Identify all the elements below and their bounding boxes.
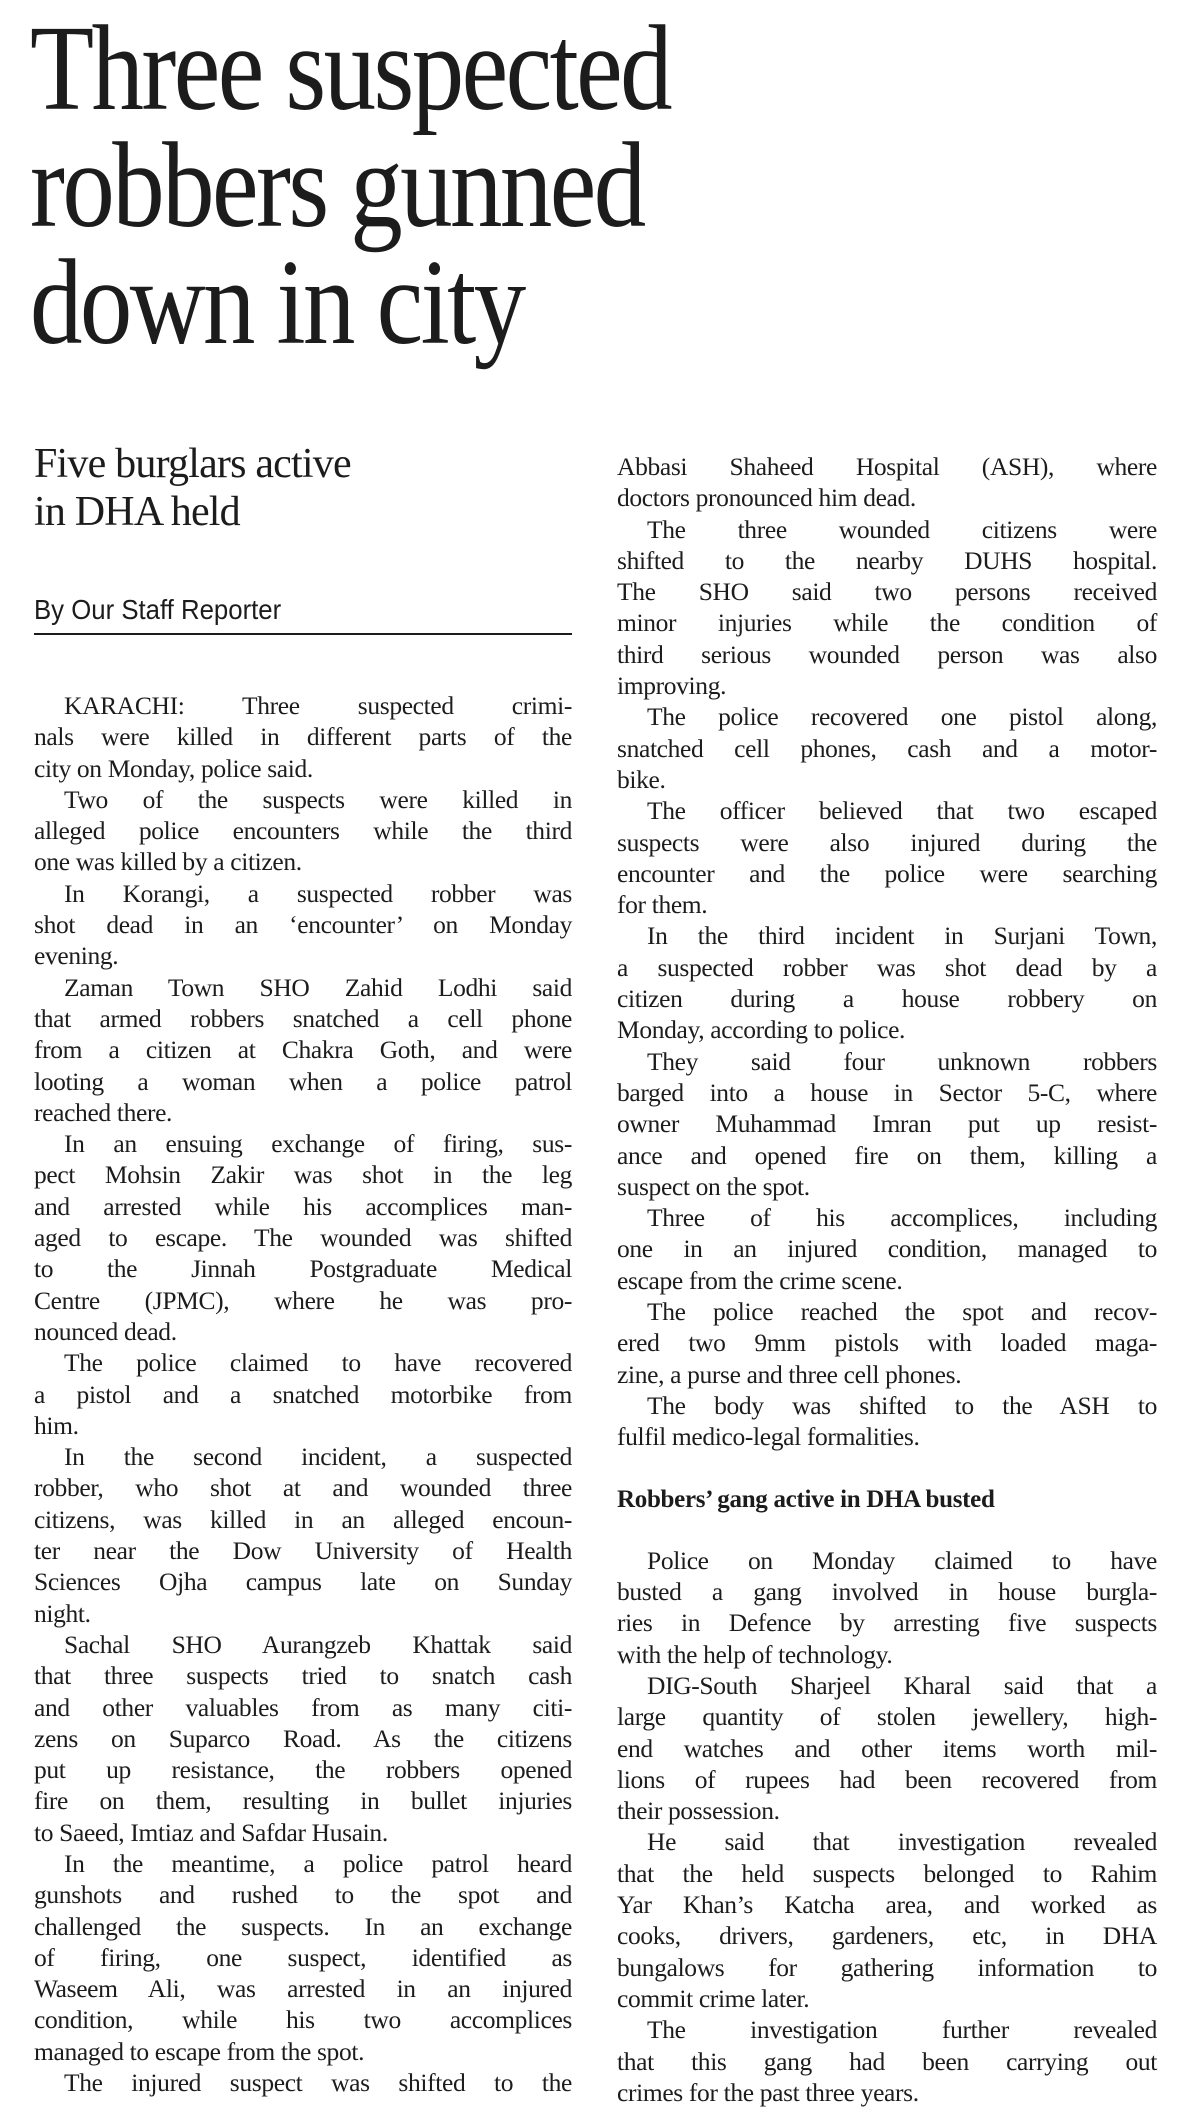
text-line: ries in Defence by arresting five suspects bbox=[617, 1608, 1157, 1638]
text-line: shot dead in an ‘encounter’ on Monday bbox=[34, 910, 572, 940]
text-line: nounced dead. bbox=[34, 1316, 177, 1346]
text-line: bike. bbox=[617, 764, 666, 794]
text-line: gunshots and rushed to the spot and bbox=[34, 1880, 572, 1910]
paragraph bbox=[34, 784, 572, 878]
text-line: They said four unknown robbers bbox=[647, 1046, 1157, 1076]
subheadline-line: in DHA held bbox=[34, 489, 240, 535]
paragraph bbox=[34, 690, 572, 784]
text-line: to the Jinnah Postgraduate Medical bbox=[34, 1254, 572, 1284]
paragraph bbox=[34, 972, 572, 1128]
text-line: In Korangi, a suspected robber was bbox=[64, 878, 572, 908]
text-line: Three of his accomplices, including bbox=[647, 1203, 1157, 1233]
text-line: commit crime later. bbox=[617, 1983, 810, 2013]
text-line: Waseem Ali, was arrested in an injured bbox=[34, 1974, 572, 2004]
text-line: alleged police encounters while the third bbox=[34, 816, 572, 846]
text-line: ance and opened fire on them, killing a bbox=[617, 1140, 1157, 1170]
text-line: DIG-South Sharjeel Kharal said that a bbox=[647, 1670, 1157, 1700]
paragraph bbox=[617, 795, 1157, 920]
paragraph bbox=[617, 1390, 1157, 1453]
paragraph bbox=[617, 1545, 1157, 1670]
text-line: Zaman Town SHO Zahid Lodhi said bbox=[64, 972, 572, 1002]
text-line: from a citizen at Chakra Goth, and were bbox=[34, 1035, 572, 1065]
text-line: KARACHI: Three suspected crimi- bbox=[64, 691, 572, 720]
text-line: The three wounded citizens were bbox=[647, 514, 1157, 544]
text-line: with the help of technology. bbox=[617, 1639, 893, 1669]
text-line: fire on them, resulting in bullet injuries bbox=[34, 1786, 572, 1816]
text-line: The investigation further revealed bbox=[647, 2015, 1157, 2045]
text-line: to Saeed, Imtiaz and Safdar Husain. bbox=[34, 1817, 388, 1847]
text-line: that three suspects tried to snatch cash bbox=[34, 1661, 572, 1691]
paragraph bbox=[34, 1848, 572, 2067]
section-subheading-container bbox=[617, 1483, 1157, 1514]
text-line: robber, who shot at and wounded three bbox=[34, 1473, 572, 1503]
text-line: encounter and the police were searching bbox=[617, 858, 1157, 888]
text-line: zens on Suparco Road. As the citizens bbox=[34, 1723, 572, 1753]
text-line: Sciences Ojha campus late on Sunday bbox=[34, 1567, 572, 1597]
text-line: The police recovered one pistol along, bbox=[647, 702, 1157, 732]
text-line: city on Monday, police said. bbox=[34, 753, 313, 783]
paragraph bbox=[617, 514, 1157, 702]
text-line: owner Muhammad Imran put up resist- bbox=[617, 1109, 1157, 1139]
text-line: end watches and other items worth mil- bbox=[617, 1733, 1157, 1763]
paragraph bbox=[34, 1347, 572, 1441]
text-line: shifted to the nearby DUHS hospital. bbox=[617, 545, 1157, 575]
paragraph bbox=[617, 1670, 1157, 1826]
paragraph bbox=[34, 878, 572, 972]
text-line: suspect on the spot. bbox=[617, 1171, 810, 1201]
paragraph bbox=[34, 1629, 572, 1848]
text-line: citizens, was killed in an alleged encoun- bbox=[34, 1504, 572, 1534]
text-line: snatched cell phones, cash and a motor- bbox=[617, 733, 1157, 763]
paragraph bbox=[617, 2014, 1157, 2108]
paragraph bbox=[34, 1128, 572, 1347]
text-line: minor injuries while the condition of bbox=[617, 608, 1157, 638]
text-line: and arrested while his accomplices man- bbox=[34, 1191, 572, 1221]
text-line: condition, while his two accomplices bbox=[34, 2005, 572, 2035]
text-line: The police claimed to have recovered bbox=[64, 1348, 572, 1378]
section-subheading: Robbers’ gang active in DHA busted bbox=[617, 1485, 995, 1513]
text-line: busted a gang involved in house burgla- bbox=[617, 1577, 1157, 1607]
subheadline-line: Five burglars active bbox=[34, 441, 351, 487]
text-line: Abbasi Shaheed Hospital (ASH), where bbox=[617, 452, 1157, 481]
text-line: barged into a house in Sector 5-C, where bbox=[617, 1077, 1157, 1107]
text-line: looting a woman when a police patrol bbox=[34, 1066, 572, 1096]
text-line: The police reached the spot and recov- bbox=[647, 1297, 1157, 1327]
text-line: nals were killed in different parts of the bbox=[34, 722, 572, 752]
text-line: large quantity of stolen jewellery, high- bbox=[617, 1702, 1157, 1732]
paragraph bbox=[617, 701, 1157, 795]
text-line: In the meantime, a police patrol heard bbox=[64, 1848, 572, 1878]
text-line: put up resistance, the robbers opened bbox=[34, 1755, 572, 1785]
text-line: fulfil medico-legal formalities. bbox=[617, 1422, 920, 1452]
paragraph bbox=[617, 451, 1157, 514]
subheadline bbox=[34, 440, 574, 536]
byline-divider bbox=[34, 633, 572, 635]
text-line: He said that investigation revealed bbox=[647, 1827, 1157, 1857]
text-line: The body was shifted to the ASH to bbox=[647, 1390, 1157, 1420]
text-line: reached there. bbox=[34, 1097, 173, 1127]
text-line: managed to escape from the spot. bbox=[34, 2036, 365, 2066]
text-line: Police on Monday claimed to have bbox=[647, 1545, 1157, 1575]
text-line: that armed robbers snatched a cell phone bbox=[34, 1003, 572, 1033]
text-line: one in an injured condition, managed to bbox=[617, 1234, 1157, 1264]
text-line: night. bbox=[34, 1598, 91, 1628]
text-line: of firing, one suspect, identified as bbox=[34, 1942, 572, 1972]
text-line: their possession. bbox=[617, 1796, 780, 1826]
text-line: cooks, drivers, gardeners, etc, in DHA bbox=[617, 1921, 1157, 1951]
text-line: In the third incident in Surjani Town, bbox=[647, 921, 1157, 951]
text-line: Two of the suspects were killed in bbox=[64, 784, 572, 814]
text-line: crimes for the past three years. bbox=[617, 2077, 919, 2107]
headline-line: Three suspected bbox=[30, 1, 671, 136]
text-line: escape from the crime scene. bbox=[617, 1265, 903, 1295]
text-line: third serious wounded person was also bbox=[617, 639, 1157, 669]
text-line: Monday, according to police. bbox=[617, 1015, 906, 1045]
paragraph bbox=[617, 1046, 1157, 1202]
text-line: that this gang had been carrying out bbox=[617, 2046, 1157, 2076]
text-line: a suspected robber was shot dead by a bbox=[617, 952, 1157, 982]
text-line: a pistol and a snatched motorbike from bbox=[34, 1379, 572, 1409]
headline-line: down in city bbox=[30, 235, 524, 370]
text-line: ter near the Dow University of Health bbox=[34, 1536, 572, 1566]
text-line: improving. bbox=[617, 671, 727, 701]
paragraph bbox=[34, 1441, 572, 1629]
paragraph bbox=[617, 920, 1157, 1045]
text-line: Sachal SHO Aurangzeb Khattak said bbox=[64, 1629, 572, 1659]
text-line: The injured suspect was shifted to the bbox=[64, 2068, 572, 2098]
text-line: ered two 9mm pistols with loaded maga- bbox=[617, 1328, 1157, 1358]
text-line: for them. bbox=[617, 890, 708, 920]
text-line: citizen during a house robbery on bbox=[617, 984, 1157, 1014]
text-line: In the second incident, a suspected bbox=[64, 1442, 572, 1472]
paragraph bbox=[34, 2067, 572, 2098]
text-line: zine, a purse and three cell phones. bbox=[617, 1359, 962, 1389]
text-line: evening. bbox=[34, 941, 119, 971]
article-column-left bbox=[34, 690, 572, 2098]
headline-line: robbers gunned bbox=[30, 118, 644, 253]
paragraph bbox=[617, 1296, 1157, 1390]
byline: By Our Staff Reporter bbox=[34, 594, 282, 625]
headline bbox=[30, 1, 890, 370]
text-line: doctors pronounced him dead. bbox=[617, 483, 916, 513]
text-line: suspects were also injured during the bbox=[617, 827, 1157, 857]
text-line: Centre (JPMC), where he was pro- bbox=[34, 1285, 572, 1315]
text-line: challenged the suspects. In an exchange bbox=[34, 1911, 572, 1941]
text-line: Yar Khan’s Katcha area, and worked as bbox=[617, 1890, 1157, 1920]
text-line: The SHO said two persons received bbox=[617, 577, 1157, 607]
text-line: and other valuables from as many citi- bbox=[34, 1692, 572, 1722]
text-line: pect Mohsin Zakir was shot in the leg bbox=[34, 1160, 572, 1190]
text-line: lions of rupees had been recovered from bbox=[617, 1764, 1157, 1794]
text-line: aged to escape. The wounded was shifted bbox=[34, 1223, 572, 1253]
article-column-right bbox=[617, 451, 1157, 2108]
text-line: one was killed by a citizen. bbox=[34, 847, 302, 877]
text-line: The officer believed that two escaped bbox=[647, 796, 1157, 826]
text-line: In an ensuing exchange of firing, sus- bbox=[64, 1129, 572, 1159]
text-line: him. bbox=[34, 1410, 79, 1440]
paragraph bbox=[617, 1826, 1157, 2014]
text-line: that the held suspects belonged to Rahim bbox=[617, 1858, 1157, 1888]
paragraph bbox=[617, 1202, 1157, 1296]
text-line: bungalows for gathering information to bbox=[617, 1952, 1157, 1982]
